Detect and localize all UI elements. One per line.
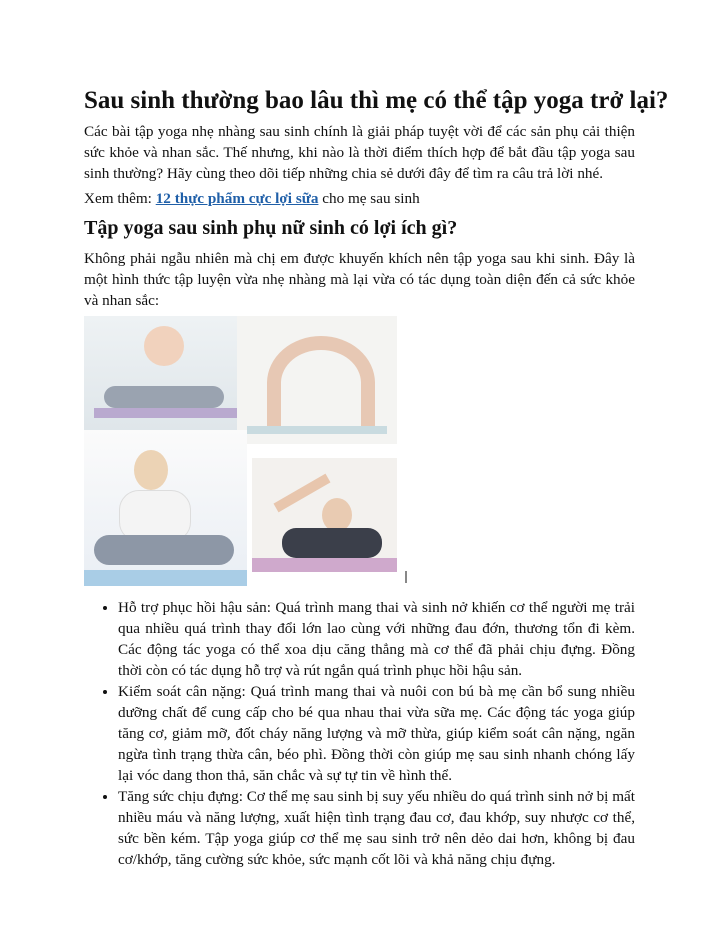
see-more-line <box>84 188 635 209</box>
photo-mother-lifting-baby <box>84 316 237 430</box>
yoga-collage-image <box>84 316 409 586</box>
section-paragraph: Không phải ngẫu nhiên mà chị em được khuyến khích nên tập yoga sau khi sinh. Đây là một hình thức tập luyện vừa nhẹ nhàng mà lại vừa có tác dụng toàn diện đến cả sức khỏe và nhan sắc: <box>84 250 635 309</box>
cursor-mark <box>405 571 407 583</box>
see-more-link[interactable]: 12 thực phẩm cực lợi sữa <box>155 190 319 207</box>
page-title: Sau sinh thường bao lâu thì mẹ có thể tập yoga trở lại? <box>84 87 669 114</box>
list-item: • Hỗ trợ phục hồi hậu sản: Quá trình mang thai và sinh nở khiến cơ thể người mẹ trải qua nhiều quá trình thay đổi lớn lao cùng với những đau đớn, thương tổn đi kèm. Các động tác yoga có thể xoa dịu căng thẳng mà cơ thể đã phải chịu đựng. Đồng thời còn có tác dụng hỗ trợ và rút ngắn quá trình phục hồi hậu sản. <box>118 597 635 681</box>
list-item: • Tăng sức chịu đựng: Cơ thể mẹ sau sinh bị suy yếu nhiều do quá trình sinh nở bị mất nhiều máu và năng lượng, xuất hiện tình trạng đau cơ, đau khớp, suy nhược cơ thể, sức bền kém. Tập yoga giúp cơ thể mẹ sau sinh trở nên dẻo dai hơn, không bị đau cơ/khớp, tăng cường sức khỏe, sức mạnh cốt lõi và khả năng chịu đựng. <box>118 786 635 870</box>
intro-paragraph: Các bài tập yoga nhẹ nhàng sau sinh chính là giải pháp tuyệt vời để các sản phụ cải thiện sức khỏe và nhan sắc. Thế nhưng, khi nào là thời điểm thích hợp để bắt đầu tập yoga sau sinh thường? Hãy cùng theo dõi tiếp những chia sẻ dưới đây để tìm ra câu trả lời nhé. <box>84 123 635 182</box>
see-more-suffix: cho mẹ sau sinh <box>318 190 420 207</box>
photo-mother-sitting-with-baby <box>84 430 247 586</box>
see-more-prefix: Xem thêm: <box>84 190 156 207</box>
list-item: • Kiểm soát cân nặng: Quá trình mang thai và nuôi con bú bà mẹ cần bổ sung nhiều dưỡng chất để cung cấp cho bé qua nhau thai vừa sữa mẹ. Các động tác yoga giúp tăng cơ, giảm mỡ, đốt cháy năng lượng và mỡ thừa, giúp kiểm soát cân nặng, ngăn ngừa tình trạng thừa cân, béo phì. Đồng thời còn giúp mẹ sau sinh nhanh chóng lấy lại vóc dang thon thả, săn chắc và sự tự tin về hình thể. <box>118 681 635 786</box>
section-heading: Tập yoga sau sinh phụ nữ sinh có lợi ích gì? <box>84 217 458 239</box>
photo-mother-side-stretch <box>252 458 397 572</box>
photo-mother-downward-dog <box>237 316 397 444</box>
benefits-list <box>84 597 635 870</box>
